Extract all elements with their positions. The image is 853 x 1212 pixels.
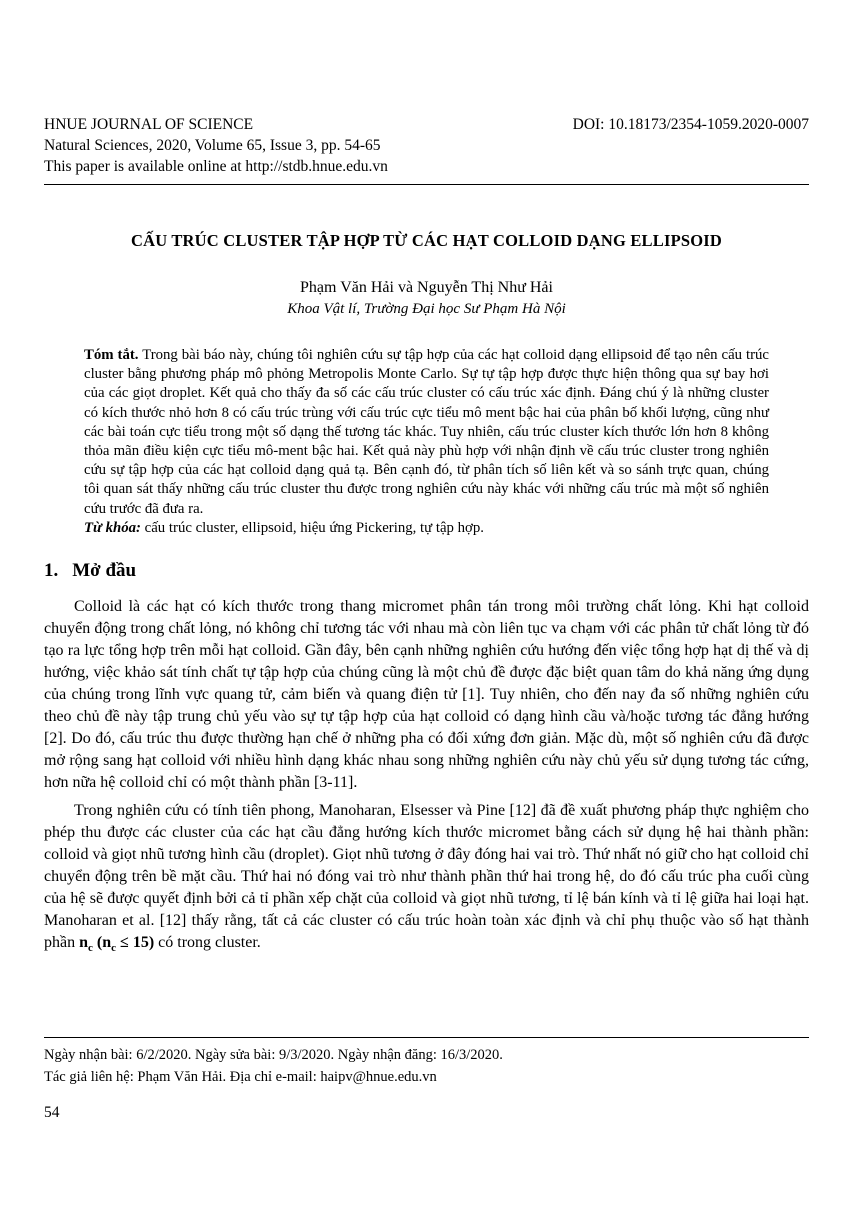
intro-paragraph-1: Colloid là các hạt có kích thước trong thang micromet phân tán trong môi trường chất lỏng. Khi hạt colloid chuyển động trong chất lỏng, nó không chỉ tương tác với nhau mà còn liên tục va chạm với các phân tử chất lỏng từ đó tạo ra lực tổng hợp trên mỗi hạt colloid. Gần đây, bên cạnh những nghiên cứu hướng đến việc tổng hợp hạt dị thế và dị hướng, việc khảo sát tính chất tự tập hợp của chúng cũng là một chủ đề được đặc biệt quan tâm do khả năng ứng dụng của chúng trong lĩnh vực quang tử, cảm biến và quang điện tử [1]. Tuy nhiên, cho đến nay đa số những nghiên cứu theo chủ đề này tập trung chủ yếu vào sự tự tập hợp của hạt colloid có dạng hình cầu và/hoặc tương tác đẳng hướng [2]. Do đó, cấu trúc thu được thường hạn chế ở những pha có đối xứng đơn giản. Mặc dù, một số nghiên cứu đã được mở rộng sang hạt colloid với nhiều hình dạng khác nhau song những nghiên cứu này chủ yếu sử dụng tương tác cứng, hơn nữa hệ colloid chỉ có một thành phần [3-11]. bbox=[44, 598, 809, 792]
intro-paragraph-2 bbox=[44, 800, 809, 954]
authors: Phạm Văn Hải và Nguyễn Thị Như Hải bbox=[300, 279, 553, 296]
journal-header bbox=[44, 114, 809, 185]
journal-header-row bbox=[44, 114, 809, 135]
section-heading-intro bbox=[44, 560, 809, 582]
article-title: CẤU TRÚC CLUSTER TẬP HỢP TỪ CÁC HẠT COLLOID DẠNG ELLIPSOID bbox=[130, 231, 723, 250]
footnote-block bbox=[44, 1037, 809, 1212]
contact-line: Tác giả liên hệ: Phạm Văn Hải. Địa chỉ e-mail: haipv@hnue.edu.vn bbox=[44, 1069, 437, 1085]
math-n-subscript: c bbox=[111, 942, 117, 955]
keywords-label: Từ khóa: bbox=[84, 519, 141, 536]
math-inequality: ≤ 15) bbox=[116, 934, 155, 952]
math-n-subscript: c bbox=[88, 942, 93, 955]
paragraph-2-text: Trong nghiên cứu có tính tiên phong, Manoharan, Elsesser và Pine [12] đã đề xuất phương pháp thực nghiệm cho phép thu được các cluster của các hạt cầu đẳng hướng kích thước micromet bằng cách sử dụng hệ hai thành phần: colloid và giọt nhũ tương hình cầu (droplet). Giọt nhũ tương ở đây đóng hai vai trò. Thứ nhất nó giữ cho hạt colloid chỉ chuyển động trên bề mặt cầu. Thứ hai nó đóng vai trò như thành phần thứ hai trong hệ, do đó cấu trúc pha cuối cùng của hệ sẽ được quyết định bởi cả tỉ phần xếp chặt của colloid và giọt nhũ tương, tỉ lệ bán kính và tỉ lệ giữa hai loại hạt. Manoharan et al. [12] thấy rằng, tất cả các cluster có cấu trúc hoàn toàn xác định và chỉ phụ thuộc vào số hạt thành phần bbox=[44, 802, 809, 952]
math-n: n bbox=[79, 934, 89, 952]
header-divider bbox=[44, 184, 809, 185]
received-dates-line: Ngày nhận bài: 6/2/2020. Ngày sửa bài: 9/3/2020. Ngày nhận đăng: 16/3/2020. bbox=[44, 1047, 503, 1063]
math-nc-expression bbox=[79, 934, 155, 955]
abstract-text: Trong bài báo này, chúng tôi nghiên cứu sự tập hợp của các hạt colloid dạng ellipsoid để tạo nên cấu trúc cluster bằng phương pháp mô phỏng Metropolis Monte Carlo. Sự tự tập hợp được thực hiện thông qua sự bay hơi của các giọt droplet. Kết quả cho thấy đa số các cấu trúc cluster có cấu trúc xác định. Đáng chú ý là những cluster có kích thước nhỏ hơn 8 có cấu trúc trùng với cấu trúc cực tiểu mô ment bậc hai của phân bố khối lượng, cũng như các bài toán cực tiểu trong một số dạng thế tương tác khác. Tuy nhiên, cấu trúc cluster kích thước lớn hơn 8 không thỏa mãn điều kiện cực tiểu mô-ment bậc hai. Kết quả này phù hợp với nhận định về cấu trúc cluster trong nghiên cứu sự tập hợp của các hạt colloid dạng quả tạ. Bên cạnh đó, từ phân tích số liên kết và so sánh trực quan, chúng tôi quan sát thấy những cấu trúc cluster thu được trong nghiên cứu này khác với những cấu trúc mà một số nghiên cứu trước đã đưa ra. bbox=[84, 347, 769, 517]
issue-line: Natural Sciences, 2020, Volume 65, Issue 3, pp. 54-65 bbox=[44, 137, 381, 154]
math-n: n bbox=[102, 934, 112, 952]
section-number: 1. bbox=[44, 560, 59, 582]
abstract-paragraph bbox=[84, 346, 769, 519]
availability-line: This paper is available online at http://stdb.hnue.edu.vn bbox=[44, 158, 388, 175]
keywords-text: cấu trúc cluster, ellipsoid, hiệu ứng Pickering, tự tập hợp. bbox=[144, 519, 484, 536]
doi: DOI: 10.18173/2354-1059.2020-0007 bbox=[572, 116, 809, 133]
affiliation: Khoa Vật lí, Trường Đại học Sư Phạm Hà Nội bbox=[287, 301, 566, 317]
journal-name: HNUE JOURNAL OF SCIENCE bbox=[44, 116, 254, 133]
page-number: 54 bbox=[44, 1104, 60, 1121]
paragraph-2-tail: có trong cluster. bbox=[154, 934, 261, 952]
abstract-label: Tóm tắt. bbox=[84, 347, 139, 363]
keywords-line bbox=[84, 519, 769, 538]
abstract-block bbox=[84, 346, 769, 538]
section-title: Mở đầu bbox=[72, 560, 137, 582]
math-paren: ( bbox=[92, 934, 103, 952]
